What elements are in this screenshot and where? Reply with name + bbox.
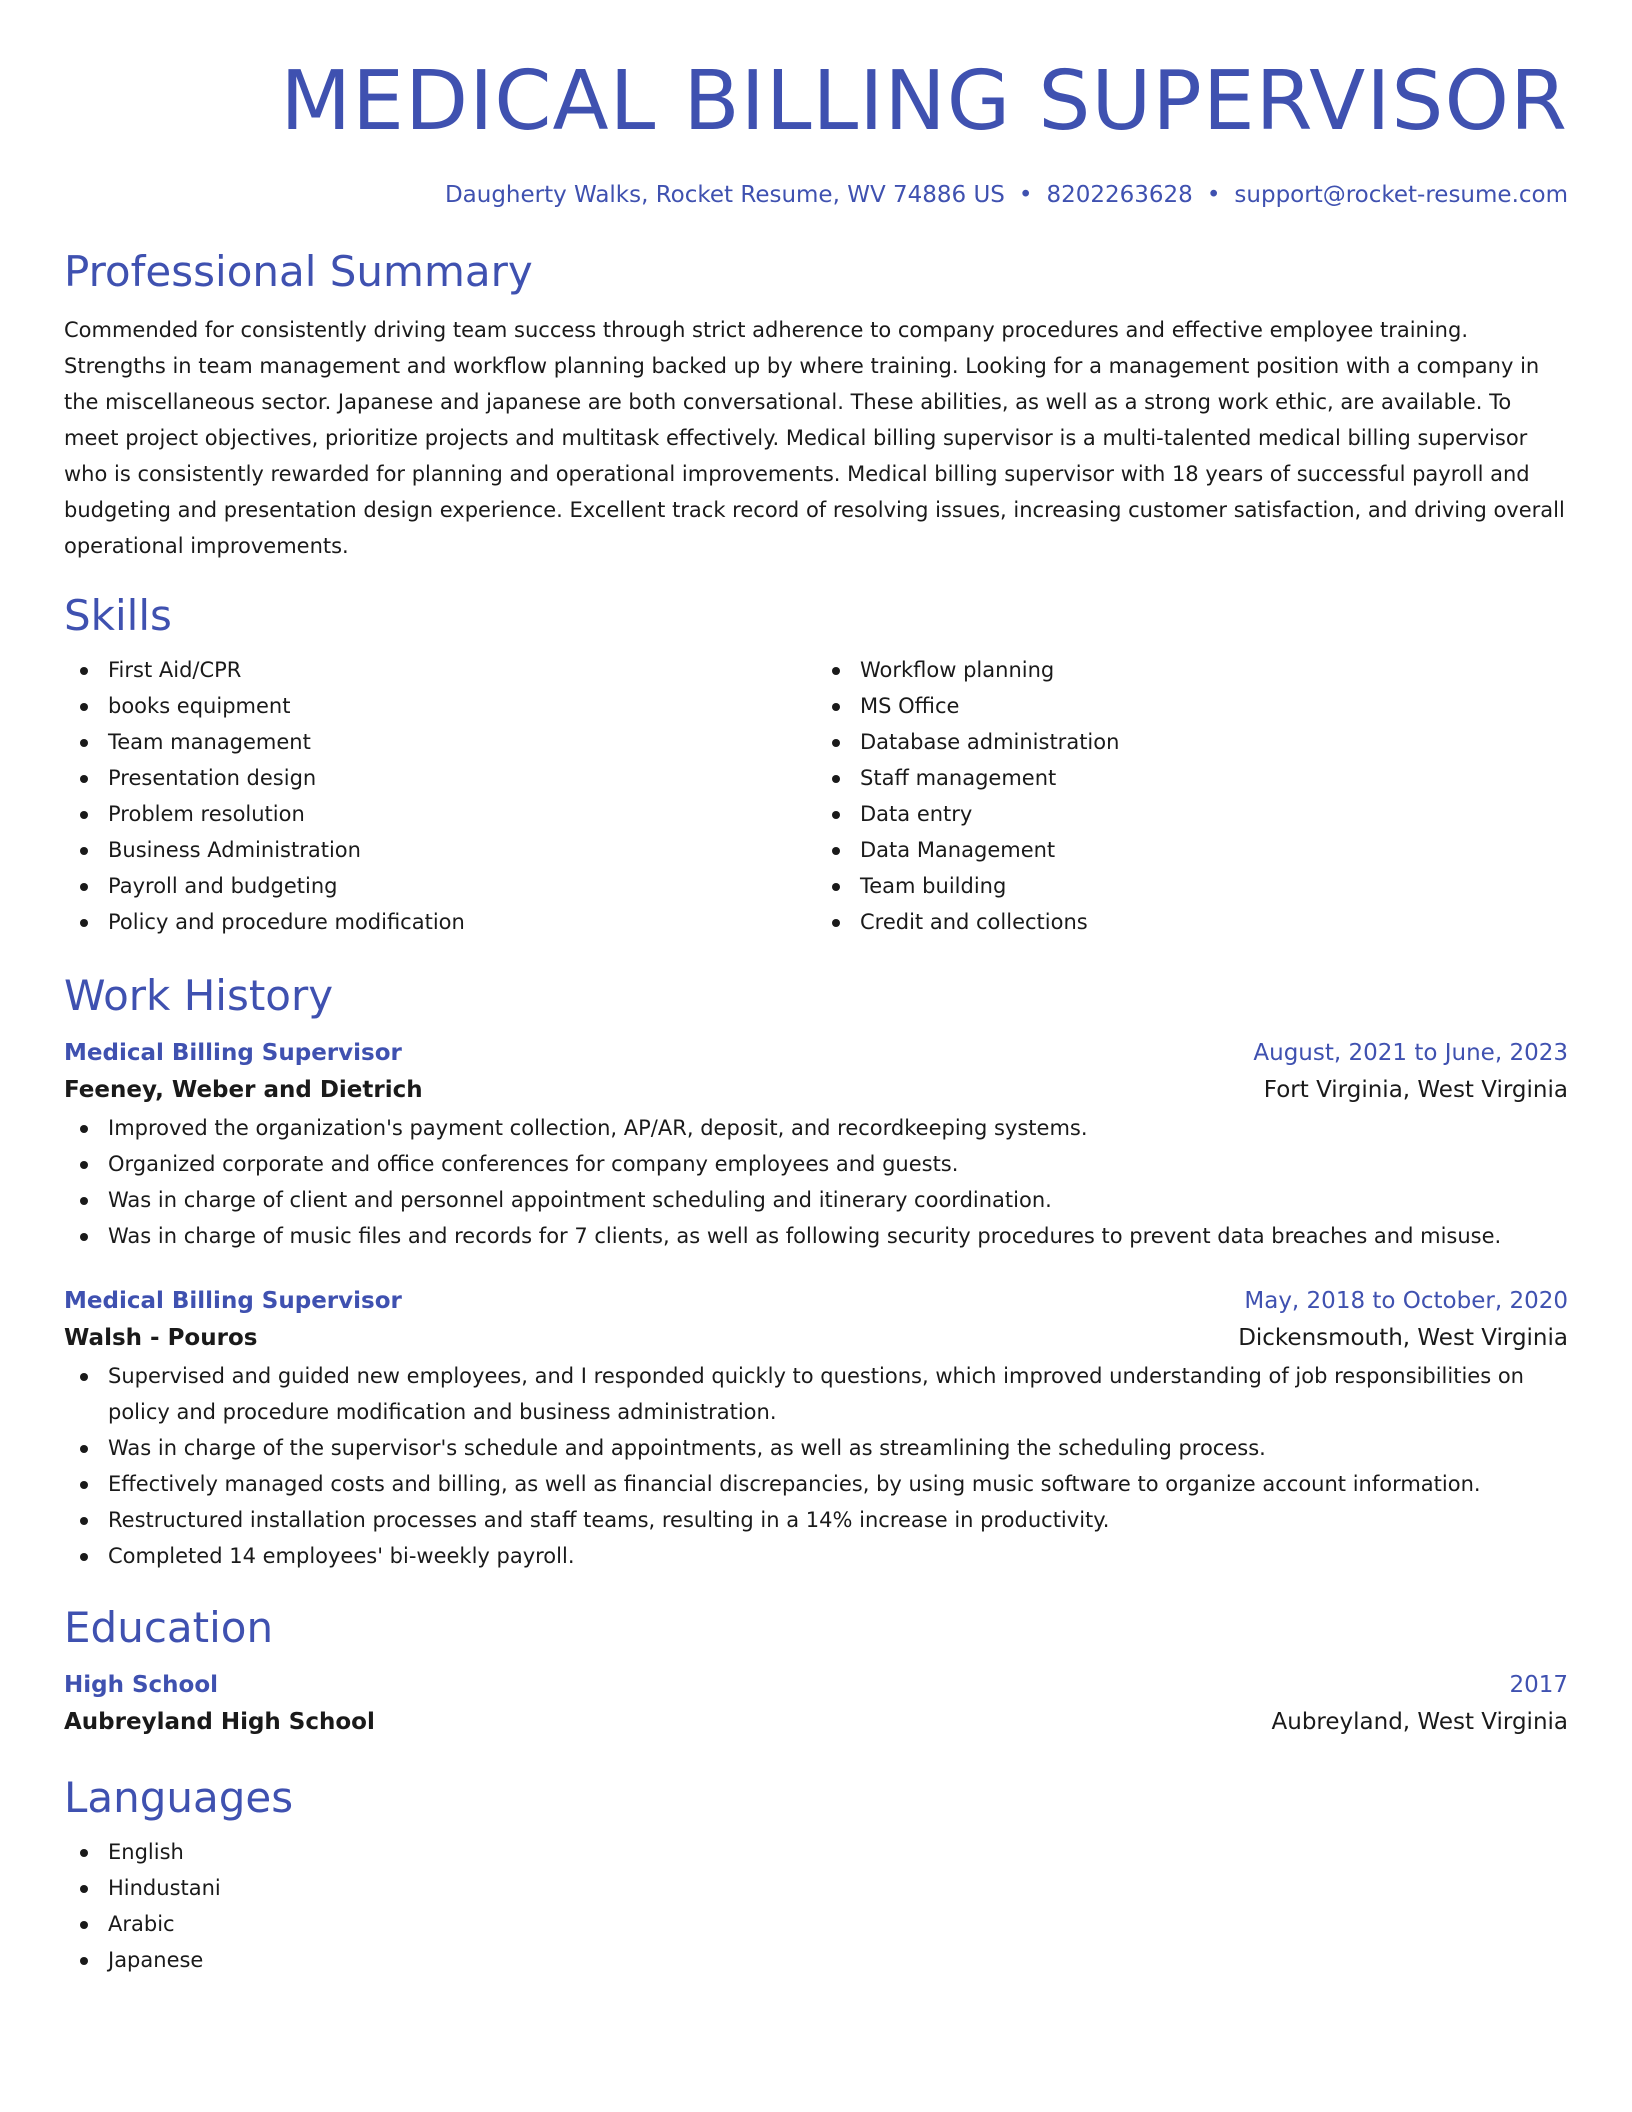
skills-list-right — [816, 652, 1568, 940]
languages-list — [64, 1834, 1568, 1978]
job-entry — [64, 1284, 1568, 1574]
bullet-icon — [832, 739, 840, 747]
education-degree: High School — [64, 1672, 219, 1698]
job-company-row — [64, 1318, 1568, 1358]
job-duty: Effectively managed costs and billing, as well as financial discrepancies, by using music software to organize account information. — [64, 1466, 1568, 1502]
education-entry — [64, 1668, 1568, 1742]
job-location: Fort Virginia, West Virginia — [1263, 1077, 1568, 1103]
bullet-icon — [80, 703, 88, 711]
skill-item: Policy and procedure modification — [64, 904, 816, 940]
bullet-icon — [80, 1957, 88, 1965]
bullet-icon — [80, 811, 88, 819]
job-header-row — [64, 1036, 1568, 1070]
bullet-icon — [80, 1161, 88, 1169]
education-heading: Education — [64, 1603, 274, 1652]
skill-item: Data Management — [816, 832, 1568, 868]
skill-item: Team building — [816, 868, 1568, 904]
job-location: Dickensmouth, West Virginia — [1238, 1325, 1568, 1351]
job-company-row — [64, 1070, 1568, 1110]
bullet-icon — [832, 811, 840, 819]
bullet-icon — [80, 1517, 88, 1525]
skill-item: MS Office — [816, 688, 1568, 724]
language-item: Japanese — [64, 1942, 1568, 1978]
job-duties-list — [64, 1110, 1568, 1254]
skill-item: Staff management — [816, 760, 1568, 796]
summary-heading: Professional Summary — [64, 247, 533, 296]
job-role: Medical Billing Supervisor — [64, 1288, 402, 1314]
skills-column-left — [64, 652, 816, 940]
skill-item: Workflow planning — [816, 652, 1568, 688]
bullet-icon — [80, 739, 88, 747]
bullet-icon — [80, 1197, 88, 1205]
bullet-icon — [80, 1553, 88, 1561]
bullet-icon — [80, 1125, 88, 1133]
bullet-icon — [80, 1849, 88, 1857]
bullet-icon — [80, 1445, 88, 1453]
bullet-icon — [80, 919, 88, 927]
contact-separator: • — [1206, 182, 1221, 208]
education-year: 2017 — [1509, 1672, 1568, 1698]
bullet-icon — [80, 1885, 88, 1893]
bullet-icon — [80, 667, 88, 675]
bullet-icon — [80, 1921, 88, 1929]
bullet-icon — [832, 667, 840, 675]
bullet-icon — [832, 847, 840, 855]
skills-column-right — [816, 652, 1568, 940]
skill-item: Credit and collections — [816, 904, 1568, 940]
contact-separator: • — [1018, 182, 1033, 208]
skill-item: Data entry — [816, 796, 1568, 832]
bullet-icon — [832, 919, 840, 927]
job-duty: Was in charge of music files and records for 7 clients, as well as following security procedures to prevent data breaches and misuse. — [64, 1218, 1568, 1254]
contact-address: Daugherty Walks, Rocket Resume, WV 74886 US — [444, 182, 1005, 208]
contact-email: support@rocket-resume.com — [1234, 182, 1568, 208]
job-entry — [64, 1036, 1568, 1254]
languages-heading: Languages — [64, 1773, 294, 1822]
bullet-icon — [832, 703, 840, 711]
job-dates: August, 2021 to June, 2023 — [1253, 1040, 1568, 1066]
resume-title: MEDICAL BILLING SUPERVISOR — [280, 54, 1568, 149]
work-history-heading: Work History — [64, 971, 334, 1020]
bullet-icon — [832, 883, 840, 891]
language-item: Hindustani — [64, 1870, 1568, 1906]
language-item: English — [64, 1834, 1568, 1870]
bullet-icon — [80, 847, 88, 855]
skills-list-left — [64, 652, 816, 940]
skill-item: books equipment — [64, 688, 816, 724]
skills-grid — [64, 652, 1568, 940]
education-location: Aubreyland, West Virginia — [1271, 1709, 1568, 1735]
skill-item: Payroll and budgeting — [64, 868, 816, 904]
skill-item: Database administration — [816, 724, 1568, 760]
job-dates: May, 2018 to October, 2020 — [1244, 1288, 1568, 1314]
job-duty: Supervised and guided new employees, and I responded quickly to questions, which improved understanding of job responsibilities on policy and procedure modification and business administration. — [64, 1358, 1568, 1430]
skill-item: Problem resolution — [64, 796, 816, 832]
bullet-icon — [80, 1481, 88, 1489]
job-header-row — [64, 1284, 1568, 1318]
job-duty: Improved the organization's payment collection, AP/AR, deposit, and recordkeeping systems. — [64, 1110, 1568, 1146]
job-company: Walsh - Pouros — [64, 1325, 258, 1351]
education-header-row — [64, 1668, 1568, 1702]
job-duty: Restructured installation processes and staff teams, resulting in a 14% increase in productivity. — [64, 1502, 1568, 1538]
bullet-icon — [80, 1373, 88, 1381]
skill-item: Presentation design — [64, 760, 816, 796]
language-item: Arabic — [64, 1906, 1568, 1942]
skill-item: Team management — [64, 724, 816, 760]
summary-text: Commended for consistently driving team success through strict adherence to company procedures and effective employee training. Strengths in team management and workflow planning backed up by where training. Looking for a management position with a company in the miscellaneous sector. Japanese and japanese are both conversational. These abilities, as well as a strong work ethic, are available. To meet project objectives, prioritize projects and multitask effectively. Medical billing supervisor is a multi-talented medical billing supervisor who is consistently rewarded for planning and operational improvements. Medical billing supervisor with 18 years of successful payroll and budgeting and presentation design experience. Excellent track record of resolving issues, increasing customer satisfaction, and driving overall operational improvements. — [64, 318, 1565, 558]
bullet-icon — [80, 775, 88, 783]
job-duty: Was in charge of client and personnel appointment scheduling and itinerary coordination. — [64, 1182, 1568, 1218]
job-role: Medical Billing Supervisor — [64, 1040, 402, 1066]
contact-line — [64, 180, 1568, 210]
skill-item: Business Administration — [64, 832, 816, 868]
skill-item: First Aid/CPR — [64, 652, 816, 688]
job-company: Feeney, Weber and Dietrich — [64, 1077, 423, 1103]
job-duty: Organized corporate and office conferences for company employees and guests. — [64, 1146, 1568, 1182]
education-school-row — [64, 1702, 1568, 1742]
job-duty: Was in charge of the supervisor's schedule and appointments, as well as streamlining the scheduling process. — [64, 1430, 1568, 1466]
education-school: Aubreyland High School — [64, 1709, 375, 1735]
bullet-icon — [832, 775, 840, 783]
job-duty: Completed 14 employees' bi-weekly payroll. — [64, 1538, 1568, 1574]
bullet-icon — [80, 883, 88, 891]
job-duties-list — [64, 1358, 1568, 1574]
contact-phone: 8202263628 — [1046, 182, 1193, 208]
bullet-icon — [80, 1233, 88, 1241]
skills-heading: Skills — [64, 591, 172, 640]
